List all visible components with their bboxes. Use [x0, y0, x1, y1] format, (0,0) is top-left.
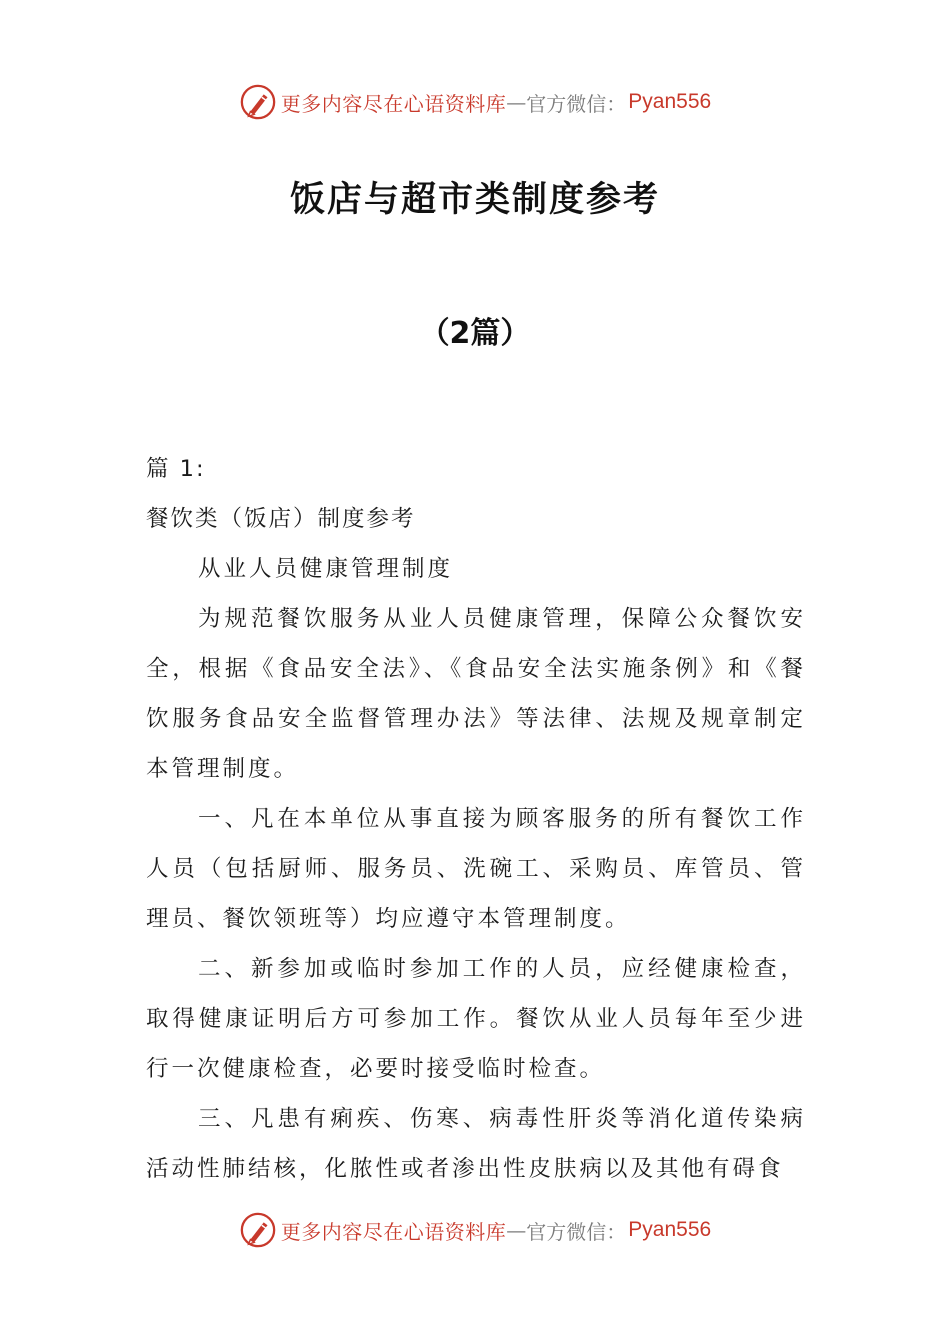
pen-logo-icon — [239, 1211, 277, 1249]
banner-wechat-id: Pyan556 — [628, 90, 712, 113]
section-title: 餐饮类（饭店）制度参考 — [146, 506, 416, 532]
banner-dash: — — [506, 90, 527, 114]
paragraph: 为规范餐饮服务从业人员健康管理，保障公众餐饮安全，根据《食品安全法》、《食品安全法实施条例》和《餐饮服务食品安全监督管理办法》等法律、法规及规章制定本管理制度。 — [146, 606, 806, 782]
part-label: 篇 1: — [146, 456, 206, 482]
pen-logo-icon — [239, 83, 277, 121]
paragraph: 一、凡在本单位从事直接为顾客服务的所有餐饮工作人员（包括厨师、服务员、洗碗工、采购员、库管员、管理员、餐饮领班等）均应遵守本管理制度。 — [146, 806, 806, 932]
paragraph: 三、凡患有痢疾、伤寒、病毒性肝炎等消化道传染病活动性肺结核，化脓性或者渗出性皮肤病以及其他有碍食 — [146, 1106, 806, 1182]
header-banner — [0, 82, 950, 122]
document-body — [146, 444, 806, 1194]
footer-banner — [0, 1210, 950, 1250]
banner-dash: — — [506, 1218, 527, 1242]
banner-wechat-label: 官方微信： — [526, 1219, 627, 1244]
document-subtitle: （2篇） — [419, 316, 531, 351]
document-title: 饭店与超市类制度参考 — [289, 180, 660, 220]
banner-wechat-id: Pyan556 — [628, 1218, 712, 1241]
banner-wechat-label: 官方微信： — [526, 91, 627, 116]
banner-site-text: 更多内容尽在心语资料库 — [280, 91, 507, 116]
banner-site-text: 更多内容尽在心语资料库 — [280, 1219, 507, 1244]
paragraph: 二、新参加或临时参加工作的人员，应经健康检查，取得健康证明后方可参加工作。餐饮从业人员每年至少进行一次健康检查，必要时接受临时检查。 — [146, 956, 806, 1082]
subsection-title: 从业人员健康管理制度 — [198, 556, 454, 582]
